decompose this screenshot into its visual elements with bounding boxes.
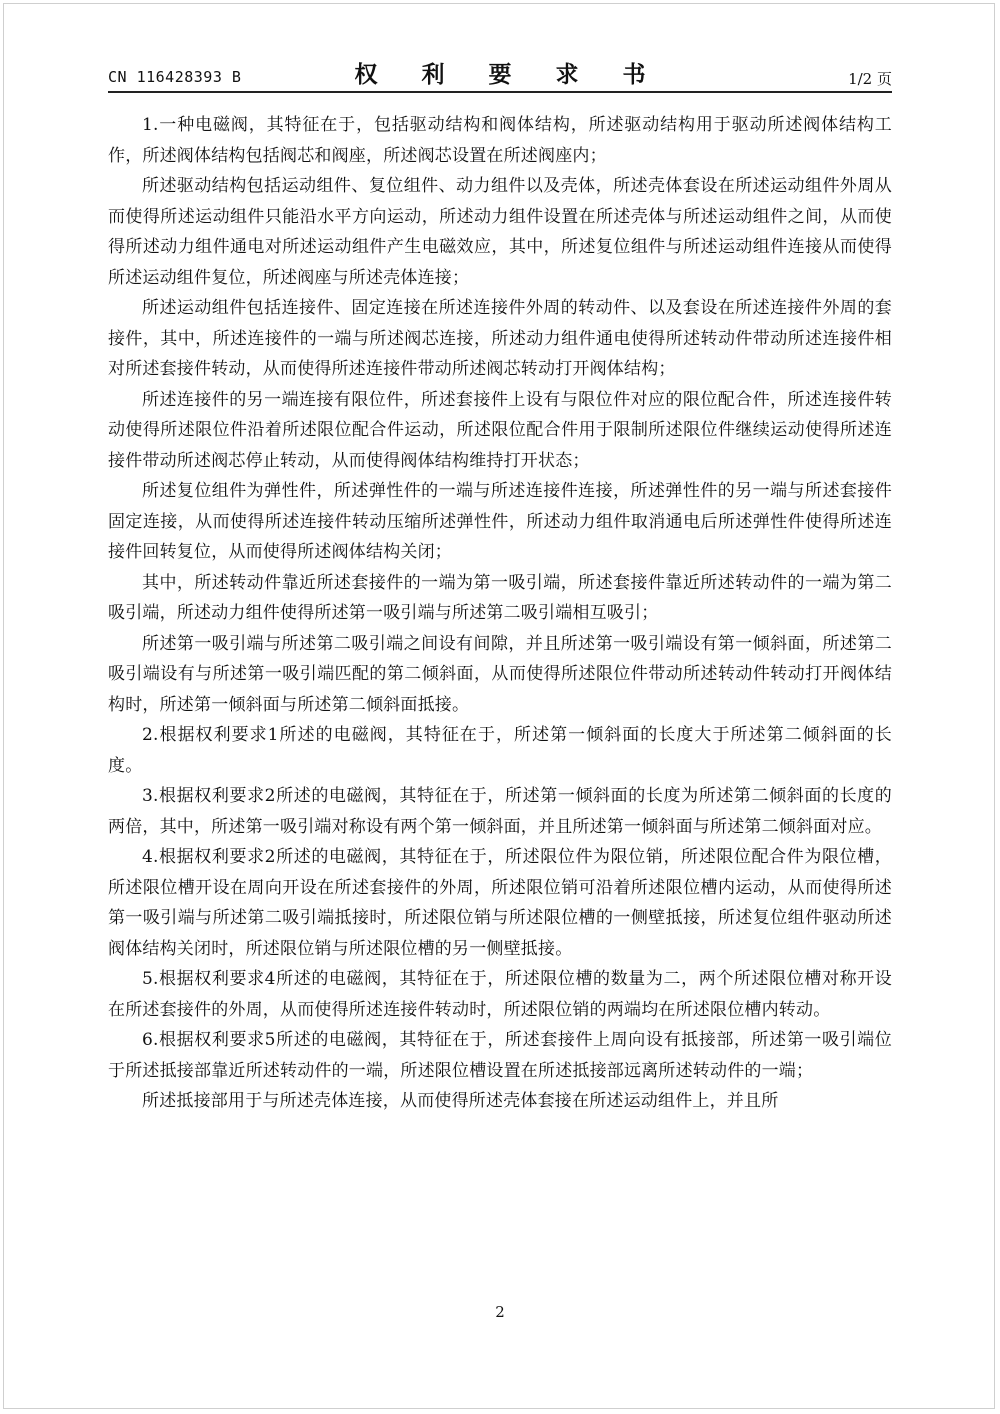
claim-paragraph: 其中，所述转动件靠近所述套接件的一端为第一吸引端，所述套接件靠近所述转动件的一端为第二吸引端，所述动力组件使得所述第一吸引端与所述第二吸引端相互吸引； xyxy=(108,572,892,623)
claims-body xyxy=(108,110,892,1117)
claim-paragraph: 1.一种电磁阀，其特征在于，包括驱动结构和阀体结构，所述驱动结构用于驱动所述阀体结构工作，所述阀体结构包括阀芯和阀座，所述阀芯设置在所述阀座内； xyxy=(108,115,892,166)
claim-paragraph: 6.根据权利要求5所述的电磁阀，其特征在于，所述套接件上周向设有抵接部，所述第一吸引端位于所述抵接部靠近所述转动件的一端，所述限位槽设置在所述抵接部远离所述转动件的一端； xyxy=(108,1030,892,1081)
claim-paragraph: 所述运动组件包括连接件、固定连接在所述连接件外周的转动件、以及套设在所述连接件外周的套接件，其中，所述连接件的一端与所述阀芯连接，所述动力组件通电使得所述转动件带动所述连接件相对所述套接件转动，从而使得所述连接件带动所述阀芯转动打开阀体结构； xyxy=(108,298,892,379)
page-header xyxy=(108,54,892,94)
claim-paragraph: 所述复位组件为弹性件，所述弹性件的一端与所述连接件连接，所述弹性件的另一端与所述套接件固定连接，从而使得所述连接件转动压缩所述弹性件，所述动力组件取消通电后所述弹性件使得所述连接件回转复位，从而使得所述阀体结构关闭； xyxy=(108,481,892,562)
publication-number: CN 116428393 B xyxy=(108,68,242,86)
claim-paragraph: 3.根据权利要求2所述的电磁阀，其特征在于，所述第一倾斜面的长度为所述第二倾斜面的长度的两倍，其中，所述第一吸引端对称设有两个第一倾斜面，并且所述第一倾斜面与所述第二倾斜面对应。 xyxy=(108,786,892,837)
header-divider xyxy=(108,91,892,93)
page-number: 2 xyxy=(495,1303,505,1321)
claim-paragraph: 所述连接件的另一端连接有限位件，所述套接件上设有与限位件对应的限位配合件，所述连接件转动使得所述限位件沿着所述限位配合件运动，所述限位配合件用于限制所述限位件继续运动使得所述连接件带动所述阀芯停止转动，从而使得阀体结构维持打开状态； xyxy=(108,389,892,471)
claim-paragraph: 所述驱动结构包括运动组件、复位组件、动力组件以及壳体，所述壳体套设在所述运动组件外周从而使得所述运动组件只能沿水平方向运动，所述动力组件设置在所述壳体与所述运动组件之间，从而使得所述动力组件通电对所述运动组件产生电磁效应，其中，所述复位组件与所述运动组件连接从而使得所述运动组件复位，所述阀座与所述壳体连接； xyxy=(108,176,892,288)
claim-paragraph: 5.根据权利要求4所述的电磁阀，其特征在于，所述限位槽的数量为二，两个所述限位槽对称开设在所述套接件的外周，从而使得所述连接件转动时，所述限位销的两端均在所述限位槽内转动。 xyxy=(108,969,892,1020)
document-title: 权 利 要 求 书 xyxy=(354,61,664,88)
claim-paragraph: 所述第一吸引端与所述第二吸引端之间设有间隙，并且所述第一吸引端设有第一倾斜面，所述第二吸引端设有与所述第一吸引端匹配的第二倾斜面，从而使得所述限位件带动所述转动件转动打开阀体结构时，所述第一倾斜面与所述第二倾斜面抵接。 xyxy=(108,633,892,715)
claim-paragraph: 4.根据权利要求2所述的电磁阀，其特征在于，所述限位件为限位销，所述限位配合件为限位槽，所述限位槽开设在周向开设在所述套接件的外周，所述限位销可沿着所述限位槽内运动，从而使得所述第一吸引端与所述第二吸引端抵接时，所述限位销与所述限位槽的一侧壁抵接，所述复位组件驱动所述阀体结构关闭时，所述限位销与所述限位槽的另一侧壁抵接。 xyxy=(108,847,892,959)
page-count: 1/2 页 xyxy=(848,70,892,88)
claim-paragraph: 2.根据权利要求1所述的电磁阀，其特征在于，所述第一倾斜面的长度大于所述第二倾斜面的长度。 xyxy=(108,725,892,776)
claim-paragraph: 所述抵接部用于与所述壳体连接，从而使得所述壳体套接在所述运动组件上，并且所 xyxy=(142,1091,779,1111)
